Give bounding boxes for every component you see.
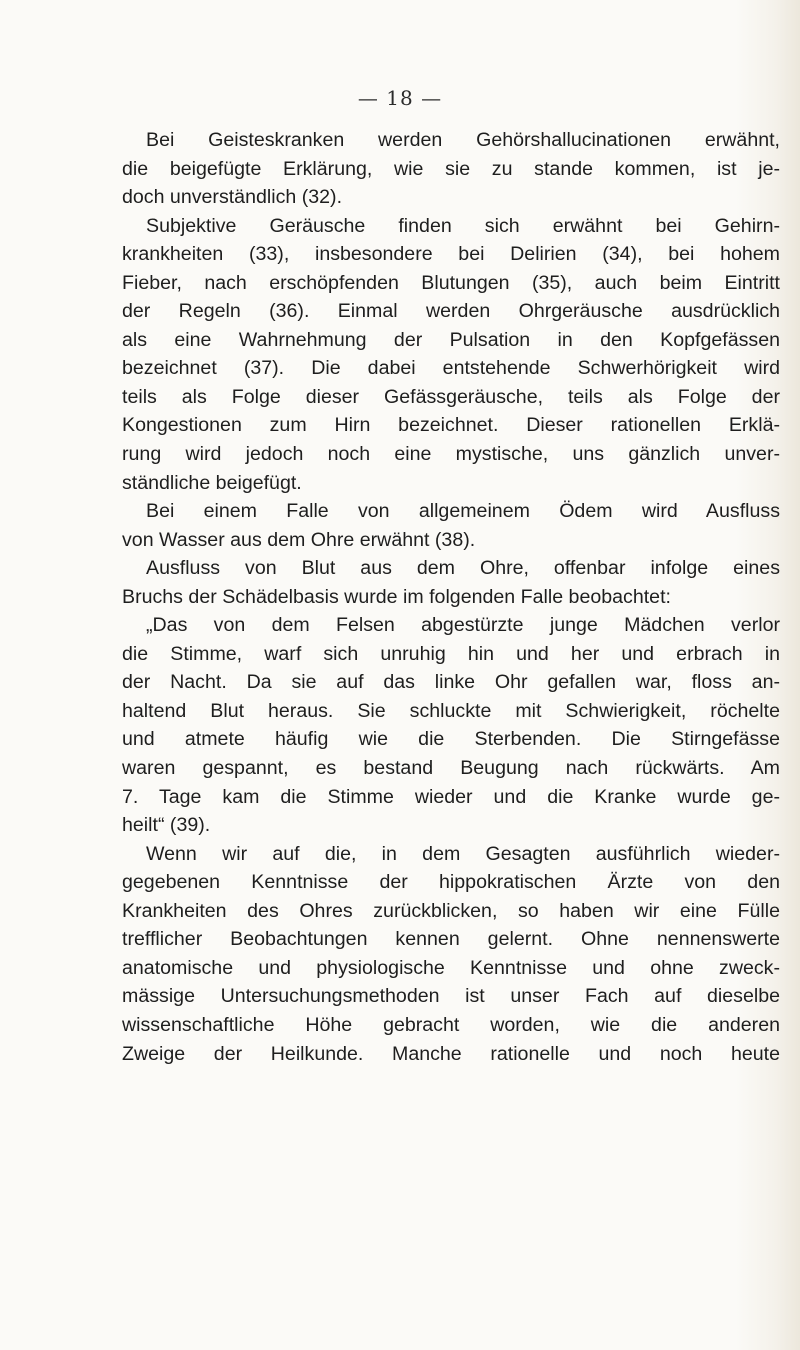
text-line: waren gespannt, es bestand Beugung nach rückwärts. Am — [122, 757, 780, 780]
text-line: wissenschaftliche Höhe gebracht worden, wie die anderen — [122, 1013, 780, 1036]
text-line: trefflicher Beobachtungen kennen gelernt. Ohne nennenswerte — [122, 928, 780, 951]
text-line: Subjektive Geräusche finden sich erwähnt bei Gehirn- — [146, 214, 780, 237]
text-line: die Stimme, warf sich unruhig hin und her und erbrach in — [122, 642, 780, 665]
text-line: doch unverständlich (32). — [122, 186, 343, 209]
text-line: Bei Geisteskranken werden Gehörshallucinationen erwähnt, — [146, 129, 780, 151]
text-line: gegebenen Kenntnisse der hippokratischen Ärzte von den — [122, 871, 780, 894]
text-line: mässige Untersuchungsmethoden ist unser Fach auf dieselbe — [122, 985, 780, 1008]
text-line: 7. Tage kam die Stimme wieder und die Kranke wurde ge- — [122, 785, 780, 808]
text-line: der Regeln (36). Einmal werden Ohrgeräusche ausdrücklich — [122, 300, 780, 323]
paragraph — [122, 497, 780, 554]
text-line: Ausfluss von Blut aus dem Ohre, offenbar infolge eines — [146, 557, 780, 580]
text-line: teils als Folge dieser Gefässgeräusche, teils als Folge der — [122, 385, 780, 408]
text-line: Krankheiten des Ohres zurückblicken, so haben wir eine Fülle — [122, 899, 780, 922]
paragraph — [122, 212, 780, 497]
text-line: Wenn wir auf die, in dem Gesagten ausführlich wieder- — [146, 842, 780, 865]
text-line: von Wasser aus dem Ohre erwähnt (38). — [122, 528, 476, 551]
text-line: und atmete häufig wie die Sterbenden. Die Stirngefässe — [122, 728, 780, 751]
text-line: haltend Blut heraus. Sie schluckte mit Schwierigkeit, röchelte — [122, 699, 780, 722]
text-line: Fieber, nach erschöpfenden Blutungen (35), auch beim Eintritt — [122, 271, 780, 294]
text-line: der Nacht. Da sie auf das linke Ohr gefallen war, floss an- — [122, 671, 780, 694]
text-line: rung wird jedoch noch eine mystische, uns gänzlich unver- — [122, 443, 780, 466]
body-text — [122, 126, 780, 1068]
text-line: krankheiten (33), insbesondere bei Delirien (34), bei hohem — [122, 243, 780, 266]
text-line: die beigefügte Erklärung, wie sie zu stande kommen, ist je- — [122, 157, 780, 180]
page-number: — 18 — — [357, 86, 443, 110]
text-line: als eine Wahrnehmung der Pulsation in den Kopfgefässen — [122, 328, 780, 351]
quotation-paragraph — [122, 611, 780, 839]
paragraph — [122, 126, 780, 212]
text-line: anatomische und physiologische Kenntnisse und ohne zweck- — [122, 956, 780, 979]
text-line: Bruchs der Schädelbasis wurde im folgenden Falle beobachtet: — [122, 585, 671, 608]
text-line: „Das von dem Felsen abgestürzte junge Mädchen verlor — [146, 614, 780, 637]
text-line: Bei einem Falle von allgemeinem Ödem wird Ausfluss — [146, 500, 780, 523]
paragraph — [122, 554, 780, 611]
text-line: heilt“ (39). — [122, 814, 211, 837]
text-line: Kongestionen zum Hirn bezeichnet. Dieser rationellen Erklä- — [122, 414, 780, 437]
text-line: ständliche beigefügt. — [122, 471, 302, 494]
text-line: Zweige der Heilkunde. Manche rationelle und noch heute — [122, 1042, 780, 1065]
text-line: bezeichnet (37). Die dabei entstehende Schwerhörigkeit wird — [122, 357, 780, 380]
paragraph — [122, 840, 780, 1068]
